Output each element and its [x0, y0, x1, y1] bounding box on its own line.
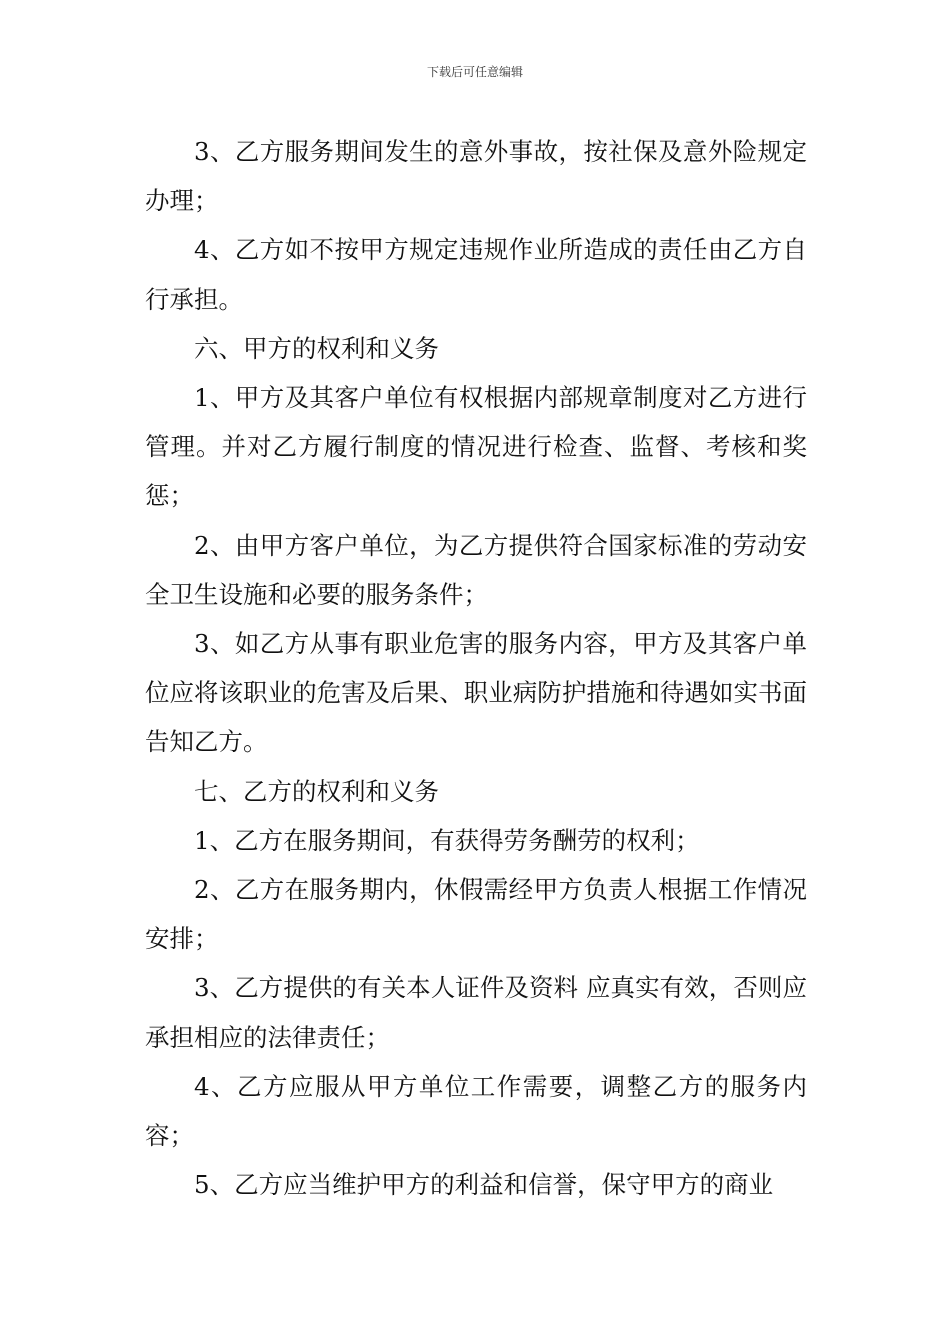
- clause-paragraph: 5、乙方应当维护甲方的利益和信誉，保守甲方的商业: [194, 1170, 774, 1200]
- clause-paragraph: 4、乙方应服从甲方单位工作需要，调整乙方的服务内容；: [145, 1071, 807, 1151]
- clause-paragraph: 4、乙方如不按甲方规定违规作业所造成的责任由乙方自行承担。: [145, 235, 807, 314]
- section-heading: 六、甲方的权利和义务: [194, 333, 439, 363]
- clause-paragraph: 1、甲方及其客户单位有权根据内部规章制度对乙方进行管理。并对乙方履行制度的情况进行检查、监督、考核和奖惩；: [145, 383, 807, 511]
- section-heading: 七、乙方的权利和义务: [194, 776, 439, 806]
- clause-paragraph: 2、乙方在服务期内，休假需经甲方负责人根据工作情况安排；: [145, 875, 807, 954]
- clause-paragraph: 3、如乙方从事有职业危害的服务内容，甲方及其客户单位应将该职业的危害及后果、职业病防护措施和待遇如实书面告知乙方。: [145, 629, 807, 757]
- clause-paragraph: 2、由甲方客户单位，为乙方提供符合国家标准的劳动安全卫生设施和必要的服务条件；: [145, 530, 807, 609]
- clause-paragraph: 3、乙方提供的有关本人证件及资料 应真实有效，否则应承担相应的法律责任；: [145, 973, 807, 1052]
- clause-paragraph: 3、乙方服务期间发生的意外事故，按社保及意外险规定办理；: [145, 137, 807, 216]
- document-body: [145, 127, 807, 1209]
- clause-paragraph: 1、乙方在服务期间，有获得劳务酬劳的权利；: [194, 825, 700, 855]
- page-header: 下载后可任意编辑: [426, 65, 523, 79]
